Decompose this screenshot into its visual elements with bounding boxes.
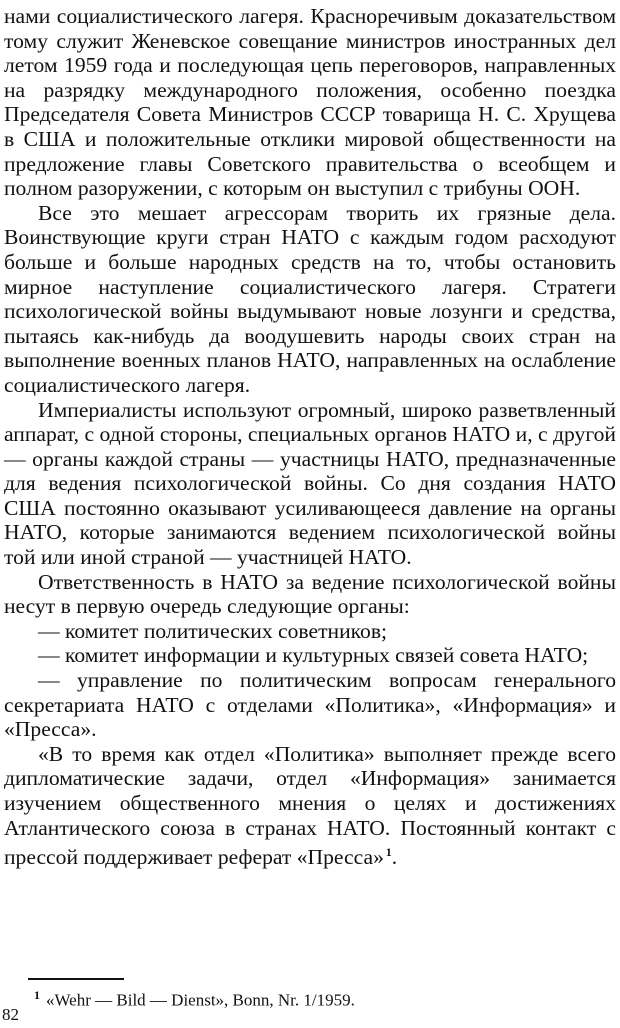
paragraph-3: Империалисты используют огромный, широко разветвленный аппарат, с одной стороны, специальных органов НАТО и, с другой — органы каждой страны — участницы НАТО, предназначенные для ведения психологической войны. Со дня создания НАТО США постоянно оказывают усиливающееся давление на органы НАТО, которые занимаются ведением психологической войны той или иной страной — участницей НАТО.	[4, 397, 616, 570]
quote-paragraph: «В то время как отдел «Политика» выполняет прежде всего дипломатические задачи, отдел «Информация» занимается изучением общественного мнения о целях и достижениях Атлантического союза в странах НАТО. Постоянный контакт с прессой поддерживает реферат «Пресса» $^1$.	[4, 741, 616, 870]
list-item-1: — комитет политических советников;	[38, 618, 388, 643]
paragraph-4: Ответственность в НАТО за ведение психологической войны несут в первую очередь следующие органы:	[4, 569, 616, 619]
paragraph-1: нами социалистического лагеря. Красноречивым доказательством тому служит Женевское совещание министров иностранных дел летом 1959 года и последующая цепь переговоров, направленных на разрядку международного положения, особенно поездка Председателя Совета Министров СССР товарища Н. С. Хрущева в США и положительные отклики мировой общественности на предложение главы Советского правительства о всеобщем и полном разоружении, с которым он выступил с трибуны ООН.	[4, 4, 616, 201]
page-number: 82	[2, 1005, 19, 1024]
quote-text: «В то время как отдел «Политика» выполняет прежде всего дипломатические задачи, отдел «Информация» занимается изучением общественного мнения о целях и достижениях Атлантического союза в странах НАТО. Постоянный контакт с прессой поддерживает реферат «Пресса»	[4, 741, 616, 870]
footnote-marker: 1	[34, 988, 40, 1002]
list-item-2: — комитет информации и культурных связей совета НАТО;	[38, 643, 589, 668]
footnote	[34, 985, 355, 1011]
footnote-text: «Wehr — Bild — Dienst», Bonn, Nr. 1/1959.	[46, 990, 355, 1010]
list-item-3: — управление по политическим вопросам генерального секретариата НАТО с отделами «Политика», «Информация» и «Пресса».	[4, 668, 616, 742]
body-text	[4, 4, 616, 870]
footnote-reference: 1	[385, 845, 392, 860]
paragraph-2: Все это мешает агрессорам творить их грязные дела. Воинствующие круги стран НАТО с каждым годом расходуют больше и больше народных средств на то, чтобы остановить мирное наступление социалистического лагеря. Стратеги психологической войны выдумывают новые лозунги и средства, пытаясь как-нибудь да воодушевить народы своих стран на выполнение военных планов НАТО, направленных на ослабление социалистического лагеря.	[4, 200, 616, 397]
footnote-divider	[28, 978, 124, 980]
